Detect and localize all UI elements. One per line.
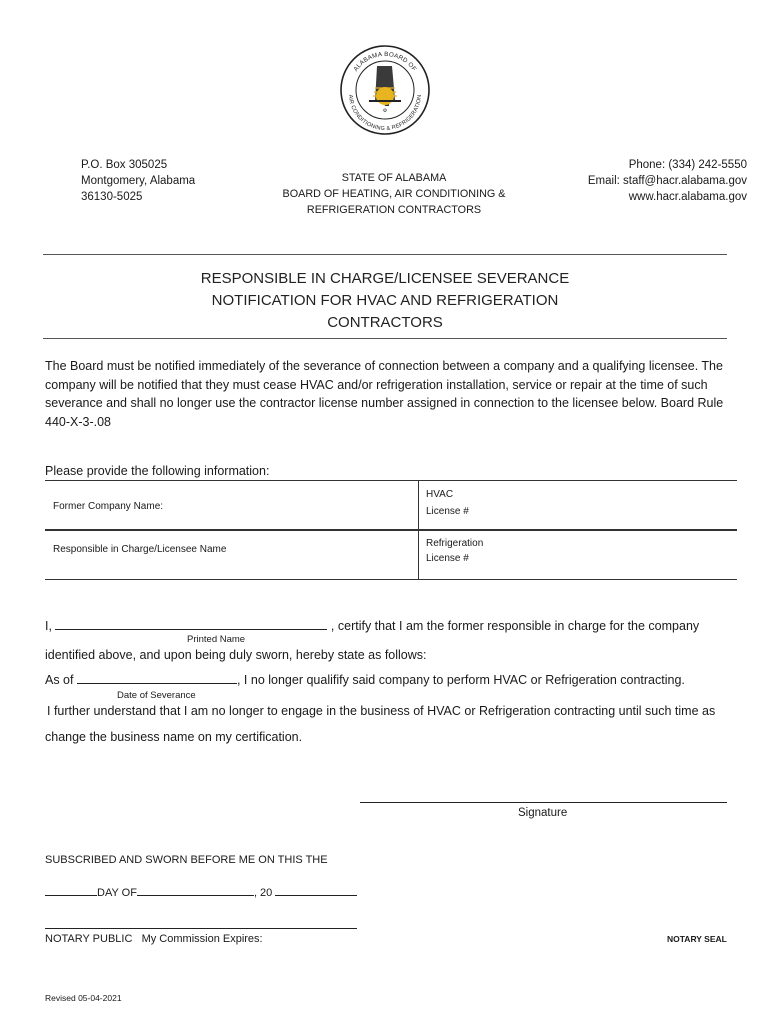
certify-line-5: change the business name on my certification. [45,730,303,744]
subscribed-sworn-text: SUBSCRIBED AND SWORN BEFORE ME ON THIS THE [45,854,328,866]
notary-day-field[interactable] [45,884,97,896]
address-line-2: Montgomery, Alabama [81,175,196,187]
title-divider [43,338,727,339]
ric-licensee-name-field[interactable]: Responsible in Charge/Licensee Name [53,544,227,555]
notary-month-field[interactable] [137,884,254,896]
certify-text: , certify that I am the former responsible in charge for the company [330,619,700,633]
as-of-text: , I no longer qualifify said company to perform HVAC or Refrigeration contracting. [236,673,685,687]
day-of-text: DAY OF [97,887,137,899]
hvac-license-field[interactable]: License # [426,506,469,517]
seal-bottom-text: AIR CONDITIONING & REFRIGERATION [346,94,424,133]
table-row-divider [45,529,737,531]
revision-date: Revised 05-04-2021 [45,993,122,1003]
certify-line-3 [45,671,685,690]
year-prefix: , 20 [253,887,273,899]
board-name [270,170,518,218]
address-line-1: P.O. Box 305025 [81,159,168,171]
signature-label: Signature [518,807,568,819]
board-name-line-2: REFRIGERATION CONTRACTORS [306,204,482,216]
certify-line-2: identified above, and upon being duly sworn, hereby state as follows: [45,648,427,662]
board-seal [339,44,431,136]
form-title-line-1: RESPONSIBLE IN CHARGE/LICENSEE SEVERANCE [200,270,570,287]
state-name: STATE OF ALABAMA [341,172,447,184]
header-divider [43,254,727,255]
email-link[interactable]: Email: staff@hacr.alabama.gov [587,175,747,187]
refrigeration-license-field[interactable]: License # [426,553,469,564]
board-name-line-1: BOARD OF HEATING, AIR CONDITIONING & [282,188,506,200]
website-link[interactable]: www.hacr.alabama.gov [628,191,747,203]
notary-public-label: NOTARY PUBLIC My Commission Expires: [45,933,263,945]
former-company-name-field[interactable]: Former Company Name: [53,501,164,512]
signature-field[interactable] [360,802,727,803]
i-prefix: I, [45,619,52,633]
as-of-prefix: As of [45,673,74,687]
notary-date-line [45,884,357,901]
address-line-3: 36130-5025 [81,191,143,203]
notary-year-field[interactable] [275,884,357,896]
seal-top-text: ALABAMA BOARD OF [352,50,418,73]
form-title [0,268,770,334]
intro-paragraph: The Board must be notified immediately of the severance of connection between a company and a qualifying licensee. The company will be notified that they must cease HVAC and/or refrigeration installation, service or repair at the time of such severance and shall no longer use the contractor license number assigned in connection to the licensee below. Board Rule 440-X-3-.08 [45,359,724,429]
board-seal-icon [339,44,431,136]
notary-signature-field[interactable] [45,928,357,929]
phone-text: Phone: (334) 242-5550 [628,159,747,171]
board-contact [588,157,747,205]
svg-text:⚙: ⚙ [382,108,388,114]
certify-line-4: I further understand that I am no longer to engage in the business of HVAC or Refrigeration contracting until such time as [47,704,716,718]
printed-name-caption: Printed Name [187,634,246,645]
certify-line-1 [45,617,699,636]
provide-info-label: Please provide the following information: [45,464,270,478]
refrigeration-label: Refrigeration [426,538,484,549]
printed-name-field[interactable] [55,617,327,630]
notary-seal-label: NOTARY SEAL [667,934,727,944]
form-title-line-3: CONTRACTORS [327,314,443,331]
hvac-label: HVAC [426,489,454,500]
info-table [45,480,737,580]
form-title-line-2: NOTIFICATION FOR HVAC AND REFRIGERATION [211,292,559,309]
board-address [81,157,195,205]
date-of-severance-caption: Date of Severance [117,690,196,701]
date-of-severance-field[interactable] [77,671,237,684]
